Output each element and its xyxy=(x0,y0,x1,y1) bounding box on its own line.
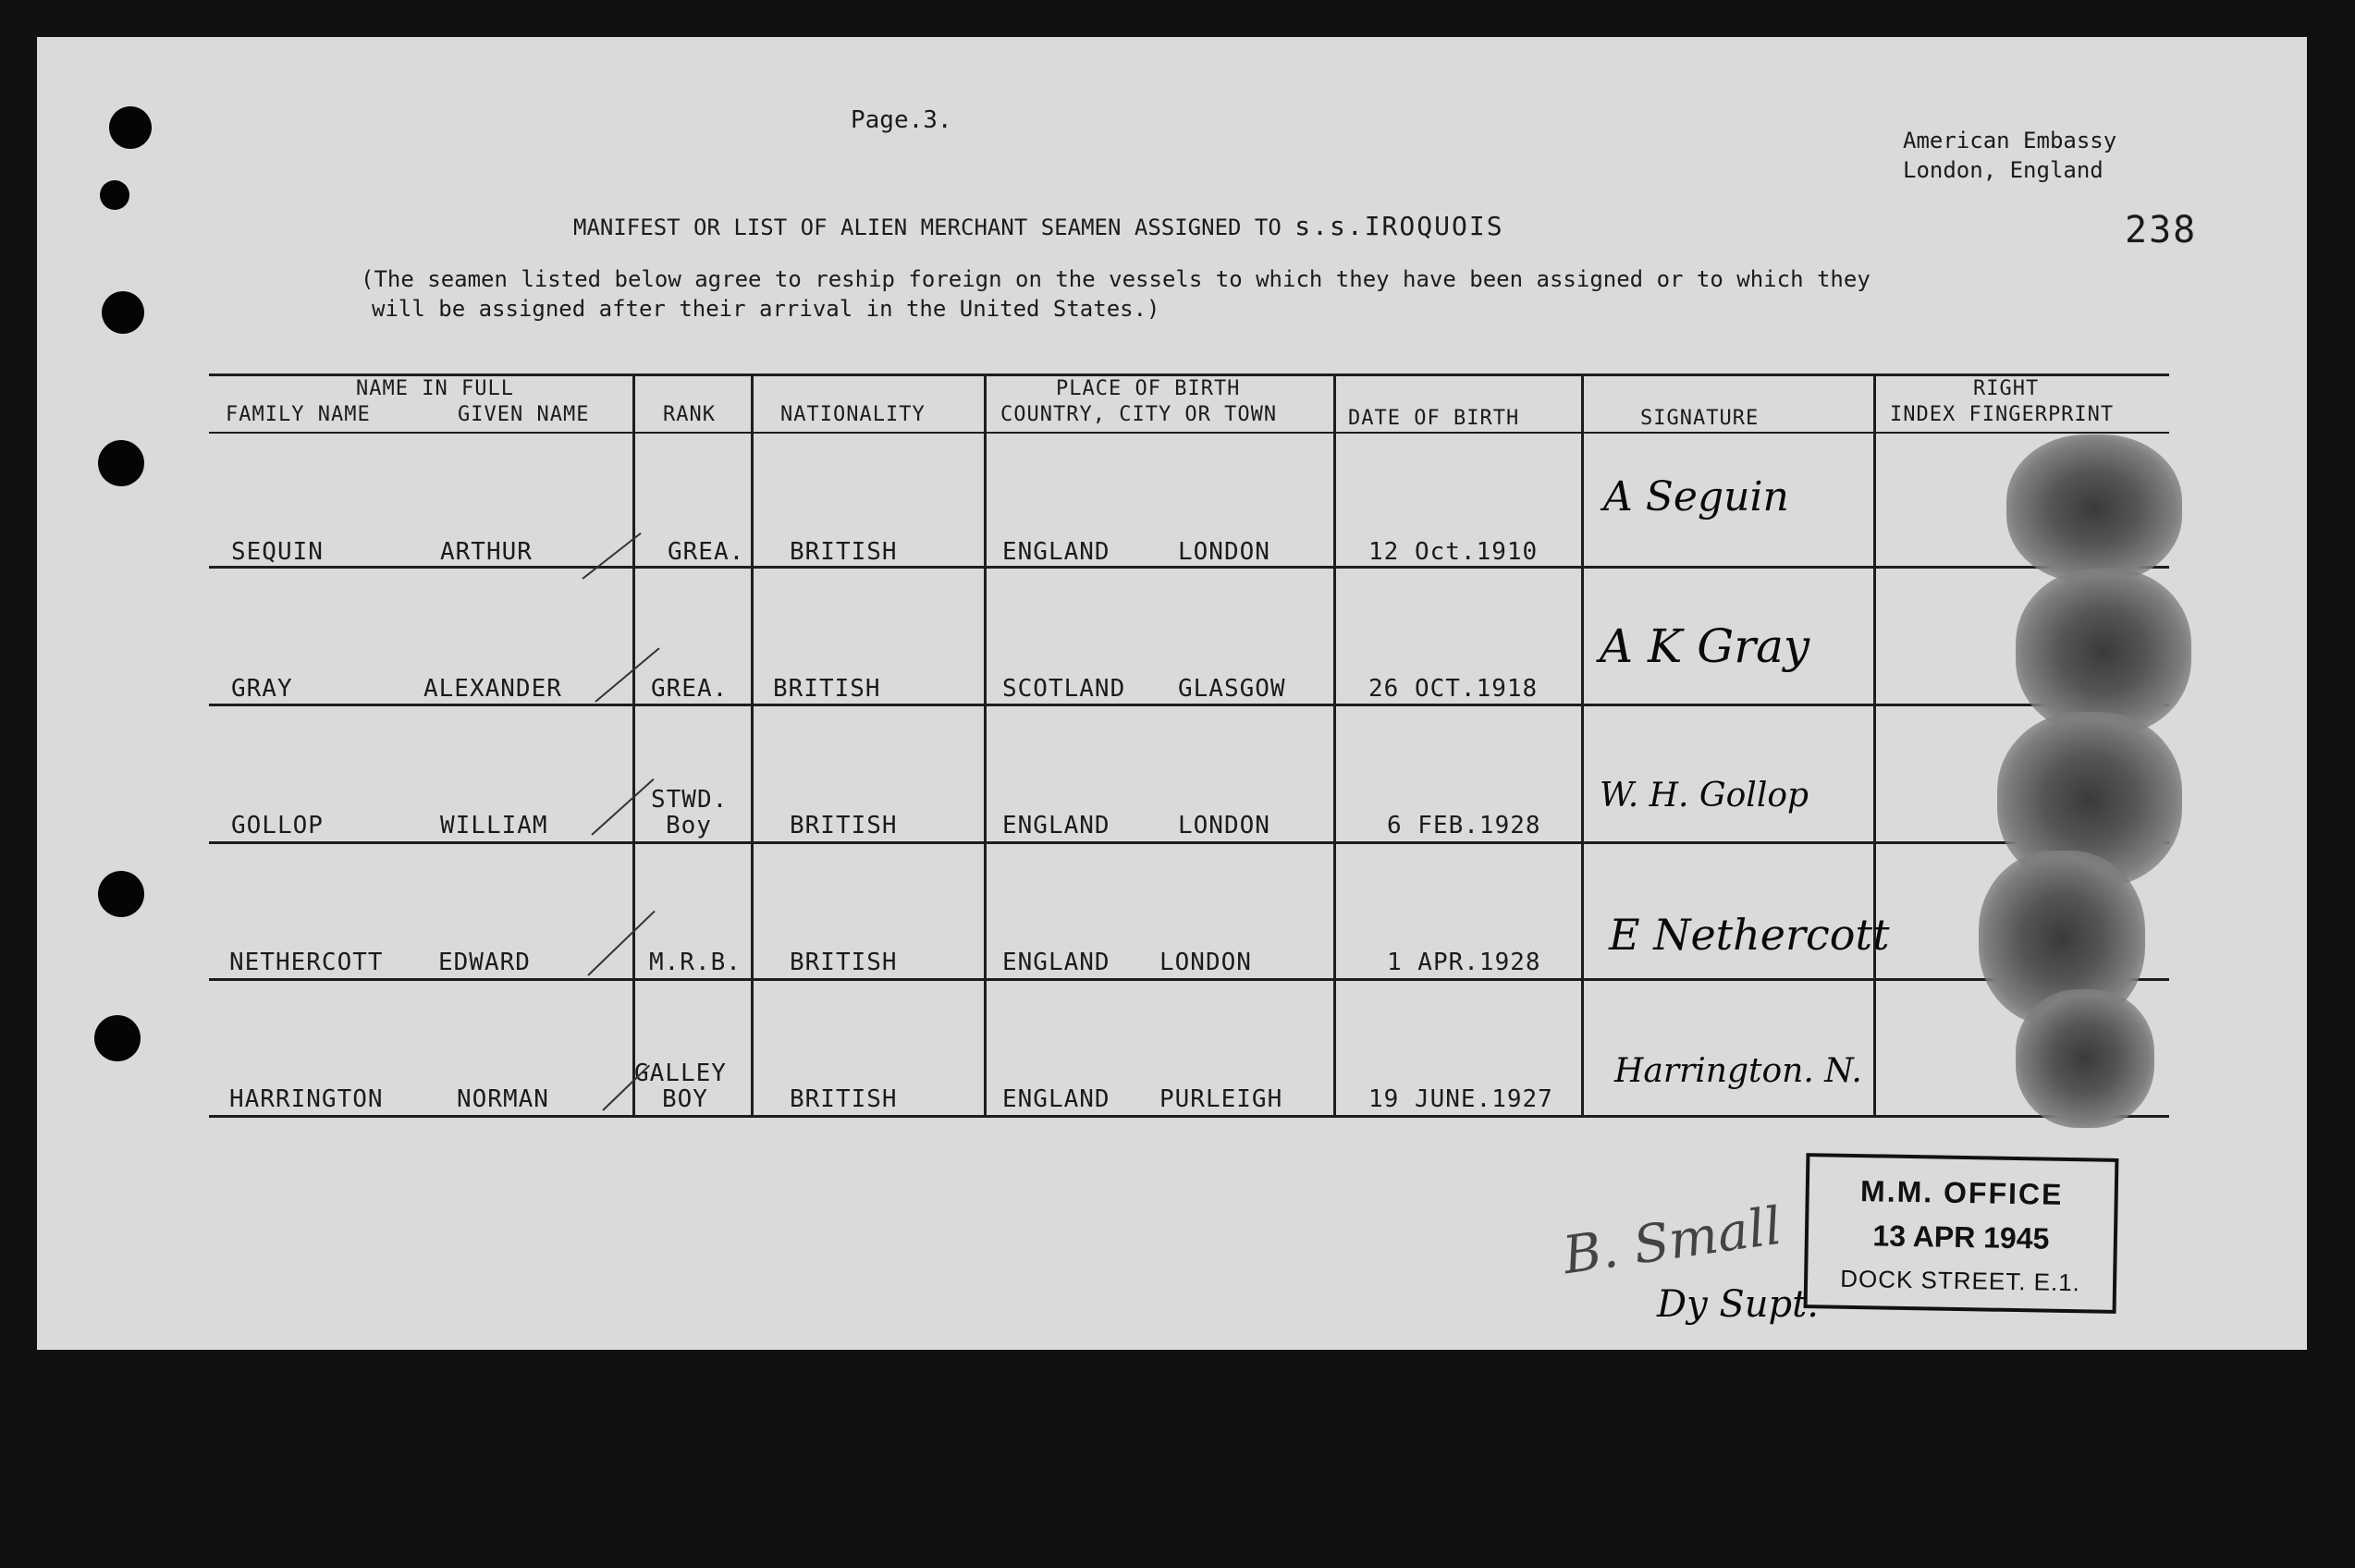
page-label: Page.3. xyxy=(851,106,952,134)
column-rule xyxy=(1581,374,1584,1115)
given-name-cell: NORMAN xyxy=(457,1085,549,1113)
header-right: RIGHT xyxy=(1973,377,2040,400)
column-rule xyxy=(1333,374,1336,1115)
country-cell: ENGLAND xyxy=(1002,812,1110,839)
manifest-sheet xyxy=(37,37,2307,1350)
family-name-cell: HARRINGTON xyxy=(229,1085,384,1113)
punch-hole xyxy=(100,180,129,210)
country-cell: ENGLAND xyxy=(1002,538,1110,566)
given-name-cell: EDWARD xyxy=(438,949,531,976)
officer-signature: B. Small xyxy=(1559,1195,1785,1287)
office-stamp xyxy=(1804,1153,2119,1314)
check-mark xyxy=(602,1065,650,1111)
note-line-2: will be assigned after their arrival in the United States.) xyxy=(372,296,1160,322)
given-name-cell: ALEXANDER xyxy=(423,675,562,703)
document-number: 238 xyxy=(2125,209,2198,251)
header-given-name: GIVEN NAME xyxy=(458,403,590,426)
rank-line-2-cell: GREA. xyxy=(668,538,745,566)
column-rule xyxy=(632,374,635,1115)
date-of-birth-cell: 1 APR.1928 xyxy=(1387,949,1541,976)
header-name-in-full: NAME IN FULL xyxy=(356,377,514,400)
embassy-line-2: London, England xyxy=(1903,157,2104,183)
rank-line-2-cell: M.R.B. xyxy=(649,949,742,976)
nationality-cell: BRITISH xyxy=(790,1085,898,1113)
country-cell: ENGLAND xyxy=(1002,949,1110,976)
city-cell: PURLEIGH xyxy=(1159,1085,1283,1113)
manifest-title-prefix: MANIFEST OR LIST OF ALIEN MERCHANT SEAMEN ASSIGNED TO xyxy=(573,214,1282,240)
rank-line-2-cell: GREA. xyxy=(651,675,729,703)
rank-line-2-cell: BOY xyxy=(662,1085,708,1113)
column-rule xyxy=(1873,374,1876,1115)
family-name-cell: SEQUIN xyxy=(231,538,324,566)
note-line-1: (The seamen listed below agree to reship foreign on the vessels to which they have been assigned or to which they xyxy=(361,266,1871,292)
ship-name: s.s.IROQUOIS xyxy=(1294,211,1504,241)
header-place-of-birth: PLACE OF BIRTH xyxy=(1056,377,1241,400)
family-name-cell: GOLLOP xyxy=(231,812,324,839)
header-country-city: COUNTRY, CITY OR TOWN xyxy=(1000,403,1278,426)
embassy-line-1: American Embassy xyxy=(1903,128,2117,153)
punch-hole xyxy=(98,871,144,917)
city-cell: LONDON xyxy=(1178,812,1270,839)
fingerprint xyxy=(2016,989,2154,1128)
punch-hole xyxy=(94,1015,141,1061)
column-rule xyxy=(751,374,754,1115)
date-of-birth-cell: 6 FEB.1928 xyxy=(1387,812,1541,839)
punch-hole xyxy=(102,291,144,334)
stamp-office: M.M. OFFICE xyxy=(1859,1174,2064,1211)
nationality-cell: BRITISH xyxy=(790,949,898,976)
fingerprint xyxy=(2006,435,2182,582)
check-mark xyxy=(591,778,654,836)
seaman-signature: A Seguin xyxy=(1603,473,1789,521)
row-rule xyxy=(209,1115,2169,1118)
seaman-signature: W. H. Gollop xyxy=(1600,777,1809,815)
stamp-date: 13 APR 1945 xyxy=(1872,1219,2050,1256)
rank-line-1-cell: STWD. xyxy=(651,786,729,814)
header-nationality: NATIONALITY xyxy=(780,403,926,426)
given-name-cell: WILLIAM xyxy=(440,812,548,839)
nationality-cell: BRITISH xyxy=(790,538,898,566)
family-name-cell: NETHERCOTT xyxy=(229,949,384,976)
city-cell: LONDON xyxy=(1159,949,1252,976)
date-of-birth-cell: 19 JUNE.1927 xyxy=(1368,1085,1553,1113)
header-rank: RANK xyxy=(663,403,716,426)
officer-title: Dy Supt. xyxy=(1657,1283,1819,1326)
family-name-cell: GRAY xyxy=(231,675,293,703)
header-family-name: FAMILY NAME xyxy=(226,403,371,426)
manifest-title xyxy=(573,211,1504,241)
punch-hole xyxy=(98,440,144,486)
seaman-signature: A K Gray xyxy=(1600,619,1810,673)
nationality-cell: BRITISH xyxy=(773,675,881,703)
country-cell: ENGLAND xyxy=(1002,1085,1110,1113)
seaman-signature: Harrington. N. xyxy=(1614,1052,1862,1090)
city-cell: LONDON xyxy=(1178,538,1270,566)
header-date-of-birth: DATE OF BIRTH xyxy=(1348,407,1520,430)
punch-hole xyxy=(109,106,152,149)
header-signature: SIGNATURE xyxy=(1640,407,1760,430)
rank-line-2-cell: Boy xyxy=(666,812,712,839)
fingerprint xyxy=(2016,569,2191,735)
country-cell: SCOTLAND xyxy=(1002,675,1126,703)
nationality-cell: BRITISH xyxy=(790,812,898,839)
seaman-signature: E Nethercott xyxy=(1609,910,1890,960)
city-cell: GLASGOW xyxy=(1178,675,1286,703)
stamp-address: DOCK STREET. E.1. xyxy=(1839,1264,2081,1297)
date-of-birth-cell: 26 OCT.1918 xyxy=(1368,675,1539,703)
date-of-birth-cell: 12 Oct.1910 xyxy=(1368,538,1539,566)
given-name-cell: ARTHUR xyxy=(440,538,533,566)
check-mark xyxy=(587,911,655,976)
header-index-fingerprint: INDEX FINGERPRINT xyxy=(1890,403,2115,426)
rank-line-1-cell: GALLEY xyxy=(634,1060,727,1087)
column-rule xyxy=(984,374,987,1115)
